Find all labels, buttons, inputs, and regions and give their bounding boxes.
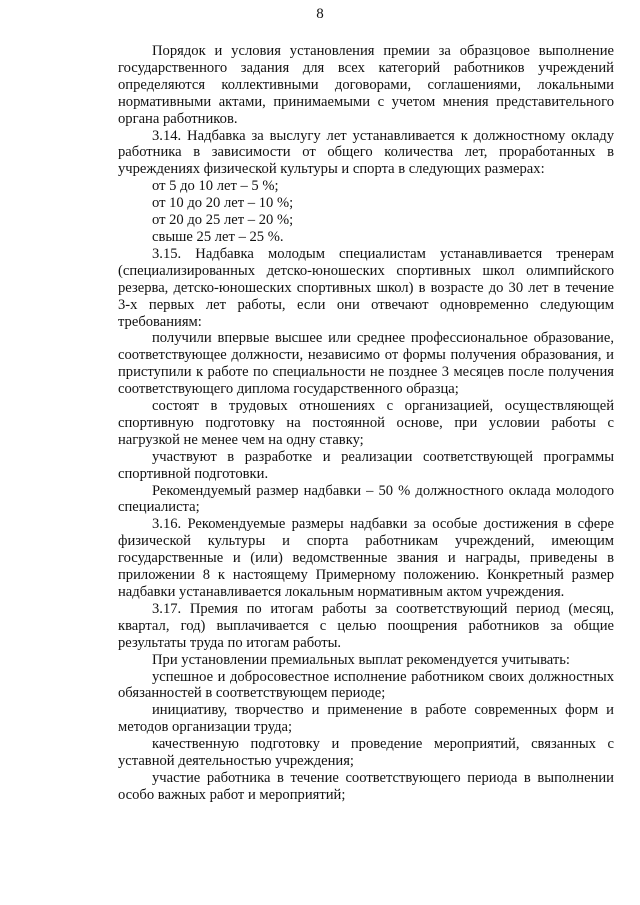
paragraph: участвуют в разработке и реализации соответствующей программы спортивной подготовки. — [118, 448, 614, 482]
paragraph: качественную подготовку и проведение мероприятий, связанных с уставной деятельностью учреждения; — [118, 736, 614, 770]
paragraph: 3.14. Надбавка за выслугу лет устанавливается к должностному окладу работника в зависимости от общего количества лет, проработанных в учреждениях физической культуры и спорта в следующих размерах: — [118, 127, 614, 178]
paragraph: При установлении премиальных выплат рекомендуется учитывать: — [152, 651, 570, 668]
list-item: свыше 25 лет – 25 %. — [152, 228, 284, 245]
list-item: от 10 до 20 лет – 10 %; — [152, 195, 294, 212]
paragraph: Рекомендуемый размер надбавки – 50 % должностного оклада молодого специалиста; — [118, 482, 614, 516]
page-number: 8 — [316, 6, 324, 22]
document-body — [118, 43, 614, 804]
paragraph: Порядок и условия установления премии за образцовое выполнение государственного задания для всех категорий работников учреждений определяются коллективными договорами, соглашениями, локальными нормативными актами, принимаемыми с учетом мнения представительного органа работников. — [118, 43, 614, 127]
paragraph: получили впервые высшее или среднее профессиональное образование, соответствующее должности, независимо от формы получения образования, и приступили к работе по специальности не позднее 3 месяцев после получения соответствующего диплома государственного образца; — [118, 330, 614, 398]
paragraph: 3.15. Надбавка молодым специалистам устанавливается тренерам (специализированных детско-юношеских спортивных школ олимпийского резерва, детско-юношеских спортивных школ) в возрасте до 30 лет в течение 3-х первых лет работы, если они отвечают одновременно следующим требованиям: — [118, 245, 614, 330]
paragraph: успешное и добросовестное исполнение работником своих должностных обязанностей в соответствующем периоде; — [118, 668, 614, 702]
list-item: от 20 до 25 лет – 20 %; — [152, 212, 294, 229]
paragraph: состоят в трудовых отношениях с организацией, осуществляющей спортивную подготовку на постоянной основе, при условии работы с нагрузкой не менее чем на одну ставку; — [118, 398, 614, 448]
list-item: от 5 до 10 лет – 5 %; — [152, 178, 279, 195]
paragraph: 3.16. Рекомендуемые размеры надбавки за особые достижения в сфере физической культуры и спорта работникам учреждений, имеющим государственные и (или) ведомственные звания и награды, приведены в приложении 8 к настоящему Примерному положению. Конкретный размер надбавки устанавливается локальным нормативным актом учреждения. — [118, 516, 614, 600]
paragraph: участие работника в течение соответствующего периода в выполнении особо важных работ и мероприятий; — [118, 769, 614, 803]
paragraph: инициативу, творчество и применение в работе современных форм и методов организации труда; — [118, 702, 614, 736]
paragraph: 3.17. Премия по итогам работы за соответствующий период (месяц, квартал, год) выплачивается с целью поощрения работников за общие результаты труда по итогам работы. — [118, 600, 614, 651]
